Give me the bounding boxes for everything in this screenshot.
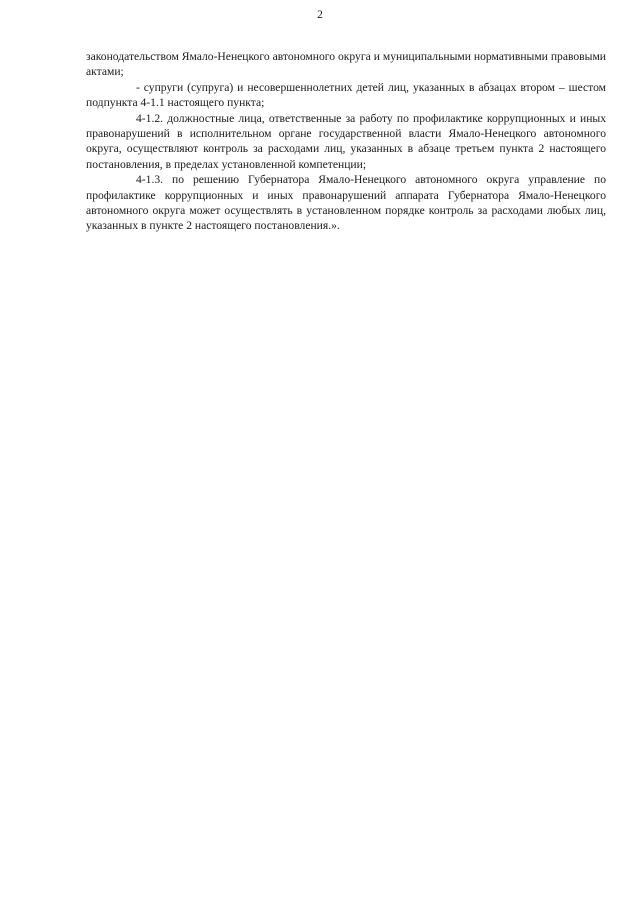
paragraph-spouse-children: - супруги (супруга) и несовершеннолетних детей лиц, указанных в абзацах втором – шестом подпункта 4-1.1 настоящего пункта; [86, 80, 606, 110]
document-body [86, 49, 606, 234]
paragraph-4-1-3: 4-1.3. по решению Губернатора Ямало-Ненецкого автономного округа управление по профилактике коррупционных и иных правонарушений аппарата Губернатора Ямало-Ненецкого автономного округа может осуществлять в установленном порядке контроль за расходами любых лиц, указанных в пункте 2 настоящего постановления.». [86, 173, 606, 233]
paragraph-continuation: законодательством Ямало-Ненецкого автономного округа и муниципальными нормативными правовыми актами; [86, 50, 606, 79]
page-number: 2 [317, 9, 323, 21]
paragraph-4-1-2: 4-1.2. должностные лица, ответственные за работу по профилактике коррупционных и иных правонарушений в исполнительном органе государственной власти Ямало-Ненецкого автономного округа, осуществляют контроль за расходами лиц, указанных в абзаце третьем пункта 2 настоящего постановления, в пределах установленной компетенции; [86, 111, 606, 171]
